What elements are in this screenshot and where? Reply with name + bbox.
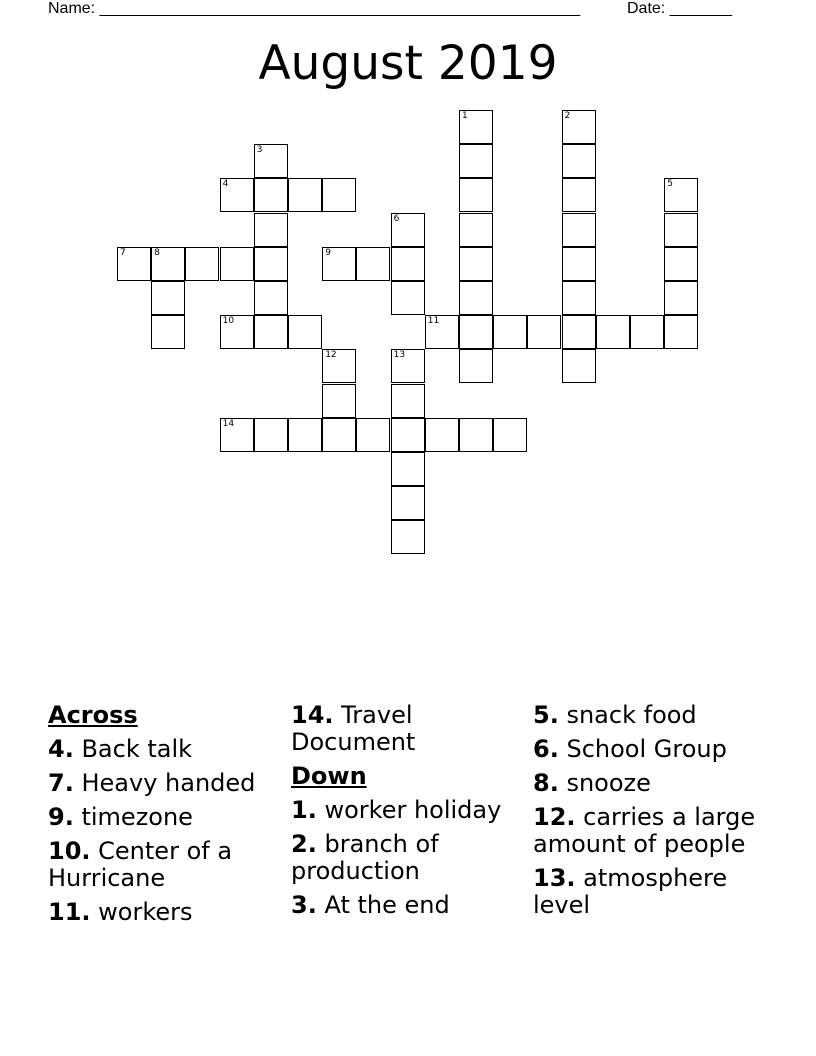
page-title: August 2019 <box>258 36 558 91</box>
grid-cell[interactable] <box>391 486 425 520</box>
grid-cell[interactable] <box>562 144 596 178</box>
grid-cell[interactable] <box>254 213 288 247</box>
grid-cell[interactable] <box>596 315 630 349</box>
grid-cell[interactable] <box>322 418 356 452</box>
cell-number: 6 <box>393 213 400 224</box>
clue-column-3 <box>533 702 769 926</box>
grid-cell[interactable] <box>254 281 288 315</box>
clue-number: 9. <box>48 803 74 831</box>
cell-number: 2 <box>564 111 571 121</box>
grid-cell[interactable] <box>391 520 425 554</box>
grid-cell[interactable] <box>391 281 425 315</box>
grid-cell[interactable] <box>562 213 596 247</box>
clue-number: 12. <box>533 803 576 831</box>
name-field-label: Name: ______________________________________________________ <box>48 0 581 17</box>
clue-number: 4. <box>48 735 74 763</box>
grid-cell[interactable] <box>459 110 493 144</box>
cell-number: 10 <box>222 316 235 327</box>
grid-cell[interactable] <box>254 418 288 452</box>
grid-cell[interactable] <box>459 349 493 383</box>
cell-number: 4 <box>222 179 229 190</box>
grid-cell[interactable] <box>562 247 596 281</box>
down-clue <box>291 797 527 824</box>
down-clue <box>291 892 527 919</box>
cell-number: 8 <box>154 247 160 258</box>
clue-text: Center of a Hurricane <box>48 837 233 892</box>
clue-text: timezone <box>81 803 193 831</box>
grid-cell[interactable] <box>562 281 596 315</box>
grid-cell[interactable] <box>459 247 493 281</box>
clue-text: School Group <box>566 735 727 763</box>
grid-cell[interactable] <box>527 315 561 349</box>
clue-number: 10. <box>48 837 91 865</box>
grid-cell[interactable] <box>254 178 288 212</box>
grid-cell[interactable] <box>391 247 425 281</box>
grid-cell[interactable] <box>185 247 219 281</box>
grid-cell[interactable] <box>391 349 425 383</box>
grid-cell[interactable] <box>459 213 493 247</box>
cell-number: 5 <box>667 179 673 190</box>
grid-cell[interactable] <box>664 247 698 281</box>
grid-cell[interactable] <box>254 247 288 281</box>
clue-number: 2. <box>291 830 317 858</box>
grid-cell[interactable] <box>562 110 596 144</box>
cell-number: 13 <box>393 350 406 361</box>
grid-cell[interactable] <box>254 315 288 349</box>
cell-number: 7 <box>120 247 126 258</box>
grid-cell[interactable] <box>356 418 390 452</box>
clue-column-2 <box>291 702 527 926</box>
cell-number: 11 <box>427 316 440 327</box>
grid-cell[interactable] <box>220 247 254 281</box>
clue-text: Back talk <box>81 735 193 763</box>
grid-cell[interactable] <box>151 281 185 315</box>
down-clue <box>533 736 769 763</box>
clue-number: 7. <box>48 769 74 797</box>
clue-column-1 <box>48 702 284 933</box>
across-clue <box>48 838 284 892</box>
grid-cell[interactable] <box>322 384 356 418</box>
grid-cell[interactable] <box>493 315 527 349</box>
grid-cell[interactable] <box>391 213 425 247</box>
cell-number: 14 <box>222 418 235 429</box>
grid-cell[interactable] <box>254 144 288 178</box>
grid-cell[interactable] <box>391 452 425 486</box>
grid-cell[interactable] <box>220 178 254 212</box>
grid-cell[interactable] <box>664 315 698 349</box>
cell-number: 1 <box>462 111 468 121</box>
grid-cell[interactable] <box>391 418 425 452</box>
clue-text: atmosphere level <box>533 864 728 919</box>
clue-text: snack food <box>566 701 697 729</box>
grid-cell[interactable] <box>562 315 596 349</box>
clue-text: Travel Document <box>291 701 416 756</box>
cell-number: 9 <box>325 247 331 258</box>
across-clue <box>48 736 284 763</box>
clue-number: 8. <box>533 769 559 797</box>
clue-text: worker holiday <box>324 796 502 824</box>
clue-text: Heavy handed <box>81 769 256 797</box>
clue-number: 6. <box>533 735 559 763</box>
grid-cell[interactable] <box>288 418 322 452</box>
grid-cell[interactable] <box>220 418 254 452</box>
grid-cell[interactable] <box>664 178 698 212</box>
grid-cell[interactable] <box>425 418 459 452</box>
grid-cell[interactable] <box>562 178 596 212</box>
grid-cell[interactable] <box>664 281 698 315</box>
clue-text: branch of production <box>291 830 439 885</box>
grid-cell[interactable] <box>322 247 356 281</box>
grid-cell[interactable] <box>493 418 527 452</box>
across-clue <box>48 804 284 831</box>
grid-cell[interactable] <box>322 349 356 383</box>
grid-cell[interactable] <box>151 247 185 281</box>
clue-number: 5. <box>533 701 559 729</box>
clue-text: At the end <box>324 891 450 919</box>
grid-cell[interactable] <box>322 178 356 212</box>
grid-cell[interactable] <box>220 315 254 349</box>
clue-number: 1. <box>291 796 317 824</box>
grid-cell[interactable] <box>459 418 493 452</box>
grid-cell[interactable] <box>117 247 151 281</box>
across-heading: Across <box>48 701 138 729</box>
clue-text: workers <box>98 898 193 926</box>
grid-cell[interactable] <box>664 213 698 247</box>
grid-cell[interactable] <box>459 178 493 212</box>
grid-cell[interactable] <box>562 349 596 383</box>
grid-cell[interactable] <box>288 315 322 349</box>
grid-cell[interactable] <box>356 247 390 281</box>
down-clue <box>291 831 527 885</box>
clue-number: 13. <box>533 864 576 892</box>
grid-cell[interactable] <box>391 384 425 418</box>
clue-number: 11. <box>48 898 91 926</box>
down-clue <box>533 770 769 797</box>
grid-cell[interactable] <box>288 178 322 212</box>
down-clue <box>533 804 769 858</box>
grid-cell[interactable] <box>151 315 185 349</box>
date-field-label: Date: _______ <box>627 0 732 17</box>
across-clue <box>291 702 527 756</box>
grid-cell[interactable] <box>630 315 664 349</box>
clue-number: 3. <box>291 891 317 919</box>
down-heading: Down <box>291 762 367 790</box>
grid-cell[interactable] <box>459 144 493 178</box>
across-clue <box>48 770 284 797</box>
grid-cell[interactable] <box>459 315 493 349</box>
clue-text: snooze <box>566 769 651 797</box>
down-clue <box>533 702 769 729</box>
cell-number: 3 <box>256 145 263 156</box>
clue-text: carries a large amount of people <box>533 803 756 858</box>
cell-number: 12 <box>325 350 337 361</box>
grid-cell[interactable] <box>459 281 493 315</box>
across-clue <box>48 899 284 926</box>
down-clue <box>533 865 769 919</box>
grid-cell[interactable] <box>425 315 459 349</box>
clue-number: 14. <box>291 701 334 729</box>
